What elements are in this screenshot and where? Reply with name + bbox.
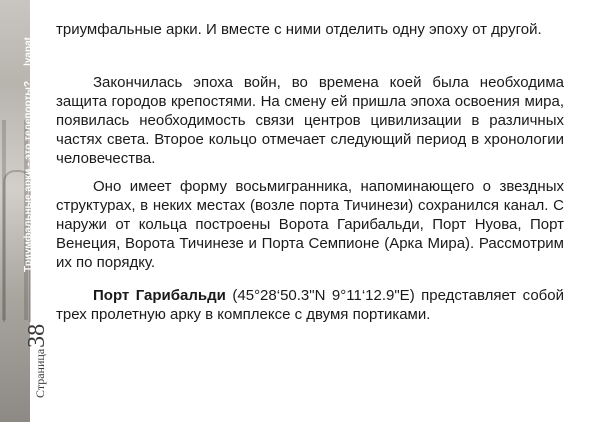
- paragraph: Оно имеет форму восьмигранника, напоминающего о звездных структурах, в неких местах (возле порта Тичинези) сохранился канал. С наружи от кольца построены Ворота Гарибальди, Порт Нуова, Порт Венеция, Ворота Тичинезе и Порта Семпионе (Арка Мира). Рассмотрим их по порядку.: [56, 178, 564, 271]
- paragraph: [56, 286, 564, 324]
- author-name: lyanat: [23, 37, 34, 66]
- paragraph: Закончилась эпоха войн, во времена коей была необходима защита городов крепостями. На смену ей пришла эпоха освоения мира, появилась необходимость связи центров цивилизации в различных частях света. Второе кольцо отмечает следующий период в хронологии человечества.: [56, 74, 564, 167]
- paragraph: триумфальные арки. И вместе с ними отделить одну эпоху от другой.: [56, 21, 542, 38]
- page-number: 38: [24, 323, 50, 348]
- page-word: Страница: [33, 348, 47, 398]
- side-caption: [23, 37, 34, 272]
- section-title: Порт Гарибальди: [93, 287, 226, 304]
- coordinates-text: (45°28‘50.3"N 9°11‘12.9"E) представляет: [225, 287, 517, 304]
- book-title: Триумфальные арки - это телепорты?: [23, 80, 34, 272]
- paragraph-text: собой трех пролетную арку в комплексе с двумя портиками.: [56, 287, 564, 323]
- page-label: [25, 324, 49, 398]
